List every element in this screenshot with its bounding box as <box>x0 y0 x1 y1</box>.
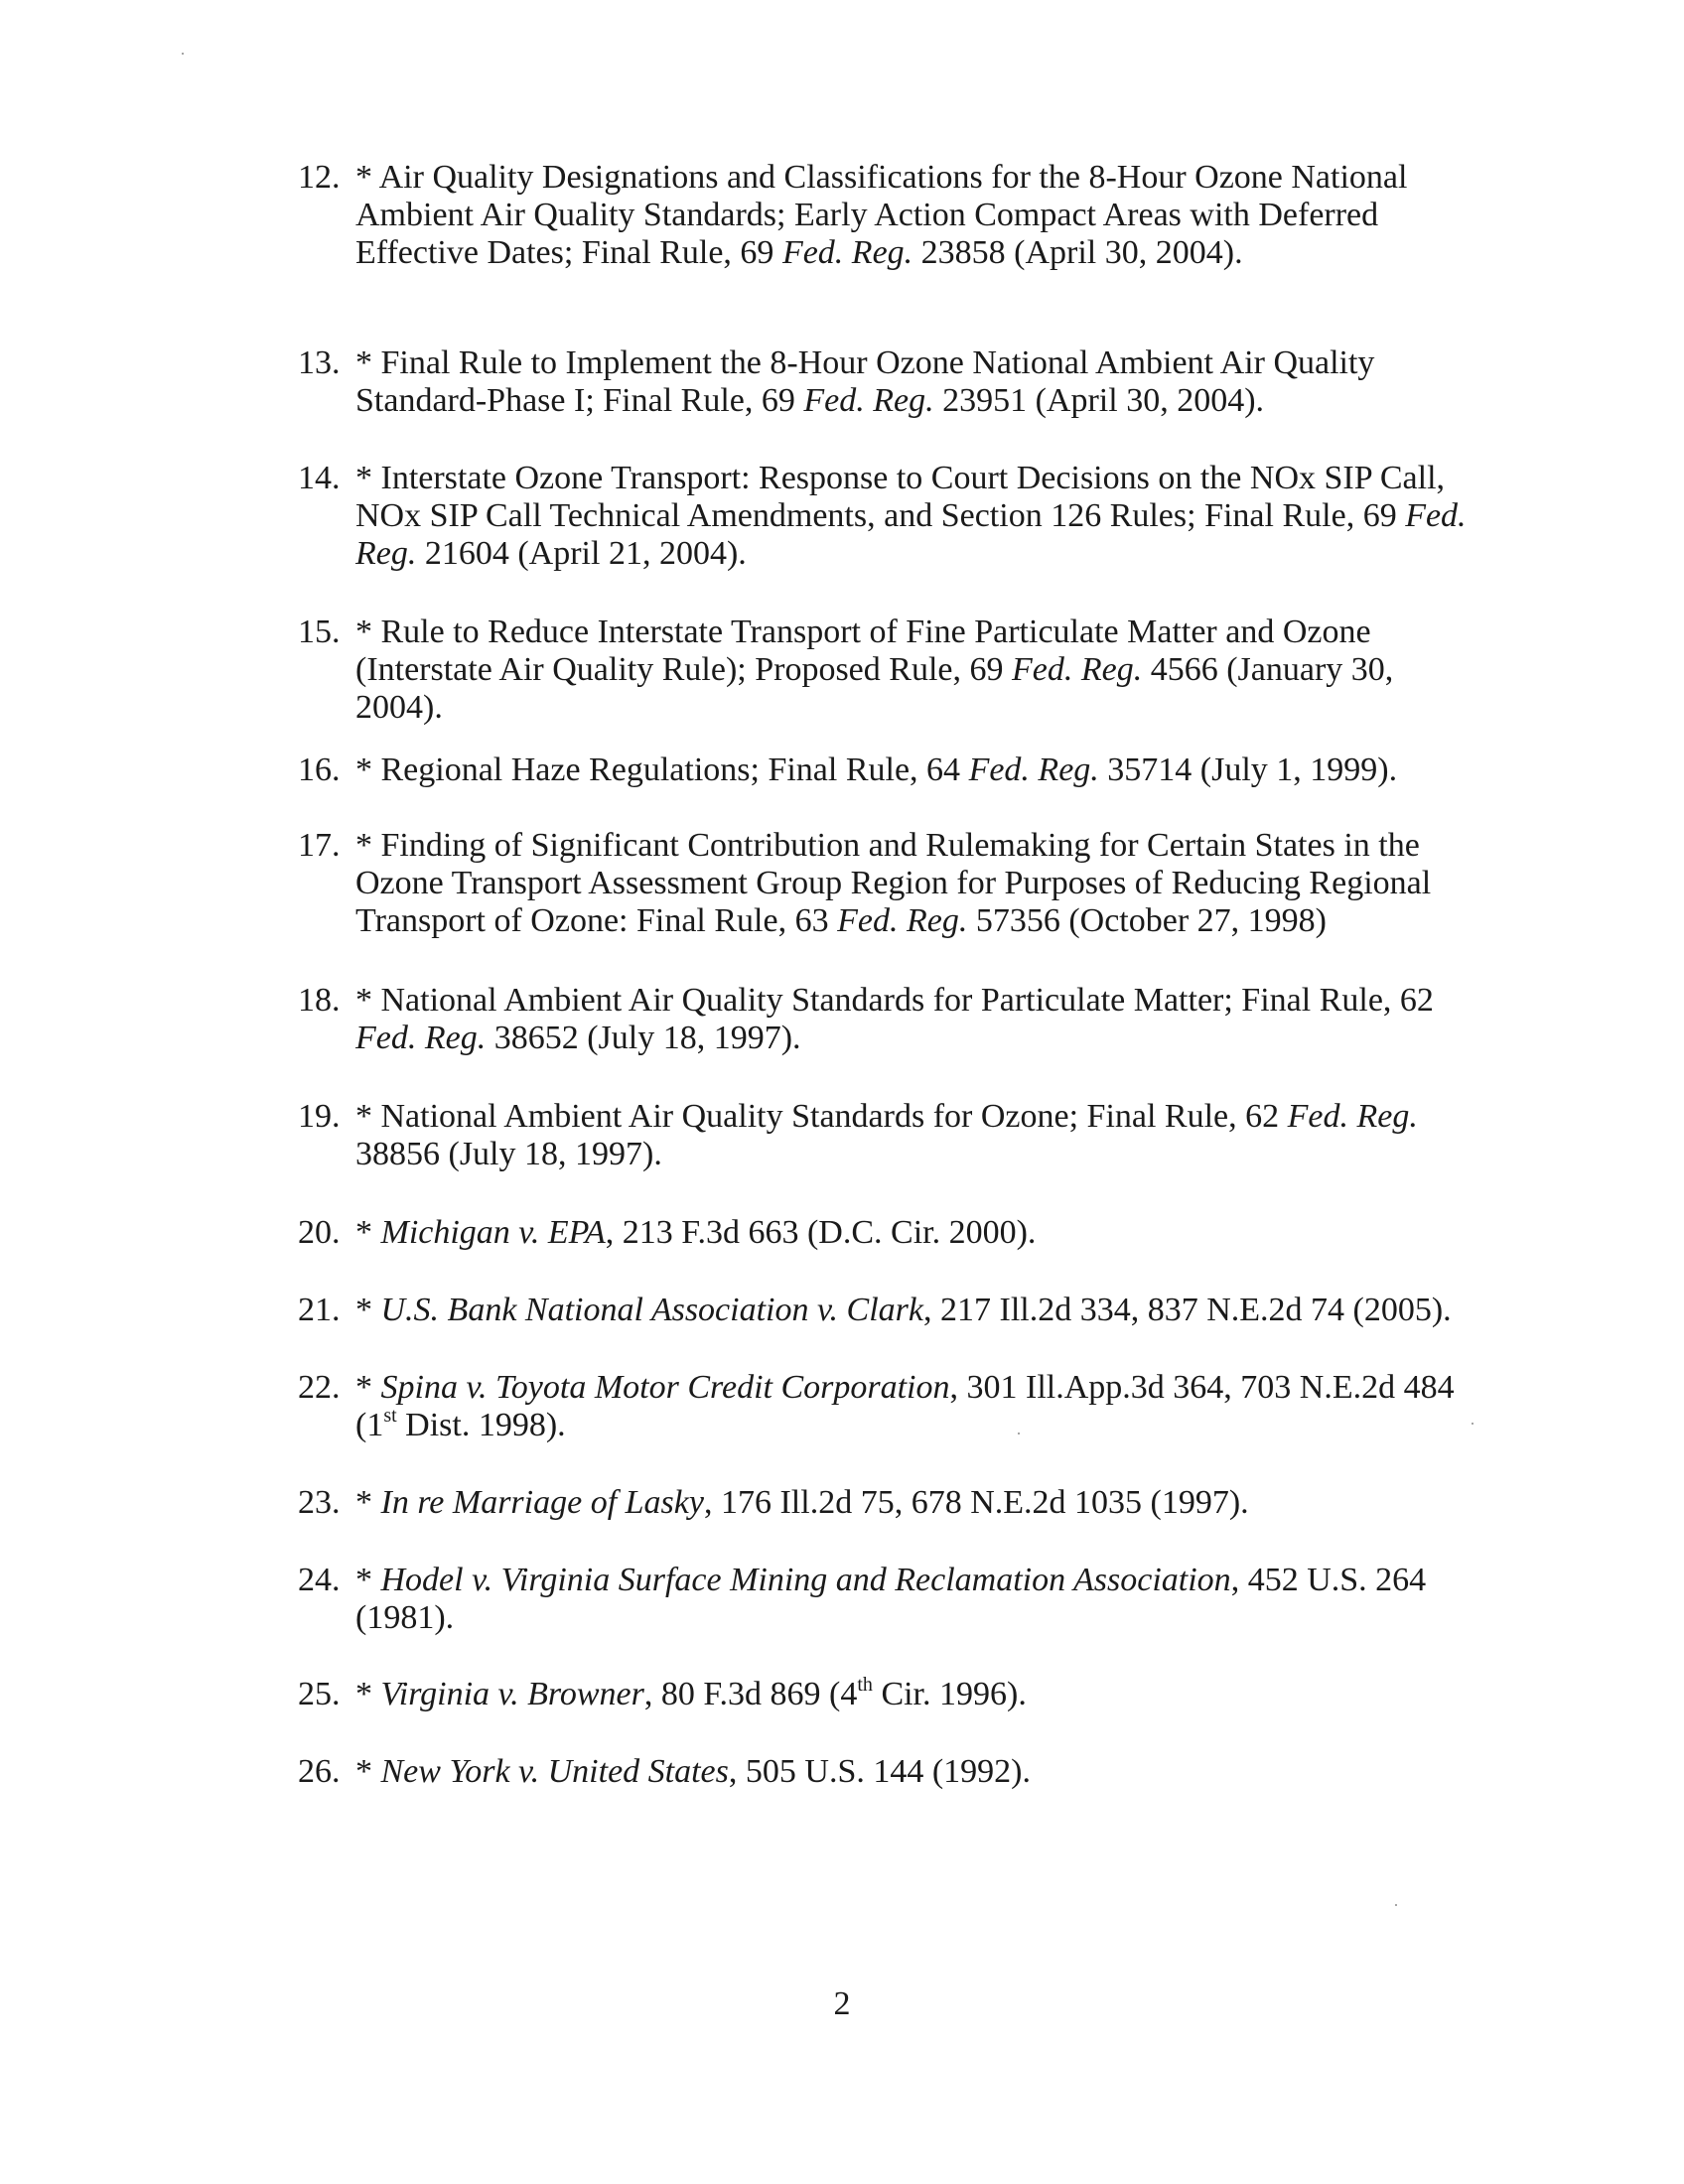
citation-text-segment: , 505 U.S. 144 (1992). <box>728 1753 1031 1790</box>
citation-text-segment: , 452 U.S. 264 (1981). <box>355 1562 1427 1636</box>
citation-text <box>355 1673 1027 1712</box>
citation-item <box>298 1369 1470 1444</box>
citation-italic-text: In re Marriage of Lasky <box>380 1484 704 1521</box>
citation-text-segment: Dist. 1998). <box>396 1407 566 1443</box>
citation-text-segment: * <box>355 1214 381 1251</box>
citation-text <box>355 344 1374 419</box>
citation-item <box>298 344 1470 420</box>
citation-text-segment: * Interstate Ozone Transport: Response to Court Decisions on the NOx SIP Call, NOx SIP Call Technical Amendments, and Section 126 Rules; Final Rule, 69 <box>355 460 1446 534</box>
scan-speck <box>182 53 184 55</box>
citation-item <box>298 159 1470 272</box>
citation-text-segment: * <box>355 1292 381 1328</box>
citation-number: 13. <box>298 344 341 381</box>
citation-text-segment: 38652 (July 18, 1997). <box>486 1020 801 1056</box>
citation-text-segment: * <box>355 1484 381 1521</box>
citation-italic-text: Michigan v. EPA <box>380 1214 606 1251</box>
citation-text-segment: , 176 Ill.2d 75, 678 N.E.2d 1035 (1997). <box>703 1484 1249 1521</box>
citation-italic-text: Fed. Reg. <box>1287 1098 1418 1135</box>
citation-text <box>355 827 1431 939</box>
citation-italic-text: Spina v. Toyota Motor Credit Corporation <box>380 1369 950 1406</box>
citation-text <box>355 1562 1426 1636</box>
citation-number: 19. <box>298 1098 341 1135</box>
scan-speck <box>1472 1423 1474 1425</box>
citation-text-segment: Cir. 1996). <box>872 1676 1027 1712</box>
citation-text <box>355 1292 1452 1328</box>
citation-number: 25. <box>298 1676 341 1712</box>
ordinal-suffix: th <box>857 1673 873 1696</box>
scan-speck <box>1395 1904 1397 1906</box>
citation-italic-text: Fed. Reg. <box>803 382 934 419</box>
citation-text-segment: * National Ambient Air Quality Standards for Particulate Matter; Final Rule, 62 <box>355 982 1434 1019</box>
citation-text-segment: , 80 F.3d 869 (4 <box>643 1676 858 1712</box>
citation-text-segment: 35714 (July 1, 1999). <box>1098 751 1398 788</box>
citation-text <box>355 1098 1418 1172</box>
citation-text <box>355 751 1397 788</box>
citation-italic-text: U.S. Bank National Association v. Clark <box>380 1292 923 1328</box>
citation-number: 22. <box>298 1369 341 1406</box>
citation-item <box>298 1098 1470 1173</box>
citation-italic-text: Virginia v. Browner <box>380 1676 644 1712</box>
citation-text <box>355 1369 1455 1443</box>
citation-italic-text: New York v. United States <box>380 1753 729 1790</box>
citation-text-segment: * Finding of Significant Contribution and Rulemaking for Certain States in the Ozone Transport Assessment Group Region for Purposes of Reducing Regional Transport of Ozone: Final Rule, 63 <box>355 827 1432 939</box>
citation-text-segment: , 217 Ill.2d 334, 837 N.E.2d 74 (2005). <box>923 1292 1452 1328</box>
citation-item <box>298 751 1470 789</box>
citation-number: 24. <box>298 1562 341 1598</box>
ordinal-suffix: st <box>383 1404 397 1427</box>
citation-text <box>355 982 1434 1056</box>
citation-number: 23. <box>298 1484 341 1521</box>
citation-number: 17. <box>298 827 341 864</box>
citation-text-segment: * Rule to Reduce Interstate Transport of Fine Particulate Matter and Ozone (Interstate Air Quality Rule); Proposed Rule, 69 <box>355 614 1371 688</box>
citation-text-segment: * <box>355 1369 381 1406</box>
citation-italic-text: Fed. Reg. <box>968 751 1099 788</box>
citation-italic-text: Hodel v. Virginia Surface Mining and Reclamation Association <box>380 1562 1231 1598</box>
citation-number: 21. <box>298 1292 341 1328</box>
citation-text-segment: 23951 (April 30, 2004). <box>933 382 1265 419</box>
citation-text-segment: * Final Rule to Implement the 8-Hour Ozone National Ambient Air Quality Standard-Phase I; Final Rule, 69 <box>355 344 1375 419</box>
citation-item <box>298 827 1470 940</box>
citation-italic-text: Fed. Reg. <box>1012 651 1143 688</box>
citation-text <box>355 1214 1036 1251</box>
citation-text-segment: 21604 (April 21, 2004). <box>416 535 747 572</box>
citation-number: 26. <box>298 1753 341 1790</box>
citation-italic-text: Fed. Reg. <box>781 234 913 271</box>
citation-number: 16. <box>298 751 341 788</box>
citation-italic-text: Fed. Reg. <box>355 497 1467 572</box>
citation-number: 14. <box>298 460 341 496</box>
citation-number: 20. <box>298 1214 341 1251</box>
citation-number: 18. <box>298 982 341 1019</box>
citation-italic-text: Fed. Reg. <box>837 902 968 939</box>
citation-text-segment: * Regional Haze Regulations; Final Rule, 64 <box>355 751 969 788</box>
citation-item <box>298 1562 1470 1637</box>
citation-number: 15. <box>298 614 341 650</box>
citation-text <box>355 159 1407 271</box>
citation-item <box>298 614 1470 727</box>
citation-text-segment: * <box>355 1676 381 1712</box>
citation-text <box>355 1753 1031 1790</box>
citation-text-segment: , 301 Ill.App.3d 364, 703 N.E.2d 484 (1 <box>355 1369 1455 1443</box>
citation-text-segment: 57356 (October 27, 1998) <box>967 902 1327 939</box>
citation-italic-text: Fed. Reg. <box>355 1020 487 1056</box>
citation-item <box>298 460 1470 573</box>
citation-text <box>355 1484 1249 1521</box>
citation-text-segment: * Air Quality Designations and Classifications for the 8-Hour Ozone National Ambient Air Quality Standards; Early Action Compact Areas with Deferred Effective Dates; Final Rule, 69 <box>355 159 1408 271</box>
citation-text <box>355 460 1467 572</box>
citation-text <box>355 614 1393 726</box>
citation-text-segment: * <box>355 1562 381 1598</box>
citation-number: 12. <box>298 159 341 196</box>
citation-item <box>298 982 1470 1057</box>
citation-item <box>298 1292 1470 1329</box>
citation-text-segment: 38856 (July 18, 1997). <box>355 1136 662 1172</box>
page-number: 2 <box>833 1985 851 2022</box>
citation-text-segment: 23858 (April 30, 2004). <box>912 234 1243 271</box>
citation-item <box>298 1484 1470 1522</box>
citation-item <box>298 1214 1470 1252</box>
citation-item <box>298 1753 1470 1791</box>
citation-text-segment: , 213 F.3d 663 (D.C. Cir. 2000). <box>605 1214 1037 1251</box>
citation-text-segment: * National Ambient Air Quality Standards for Ozone; Final Rule, 62 <box>355 1098 1288 1135</box>
citation-text-segment: 4566 (January 30, 2004). <box>355 651 1394 726</box>
citation-item <box>298 1673 1470 1713</box>
citation-text-segment: * <box>355 1753 381 1790</box>
